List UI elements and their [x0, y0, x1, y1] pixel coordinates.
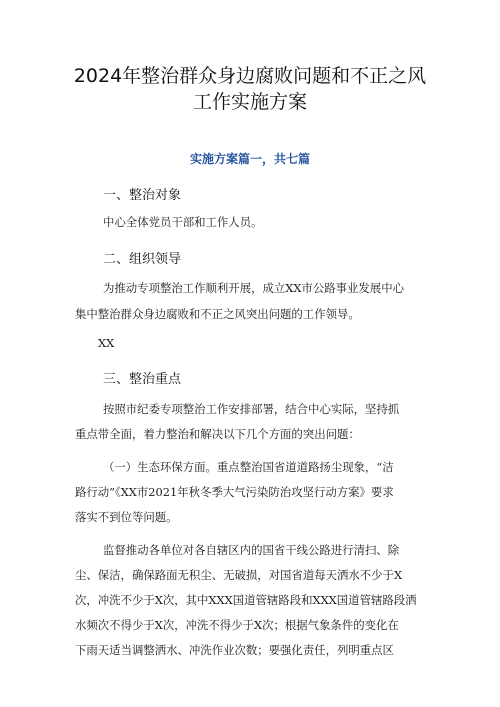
section-text-targets: 中心全体党员干部和工作人员。 — [103, 215, 263, 229]
document-title-line2: 工作实施方案 — [192, 91, 307, 113]
paragraph-line: 尘、保洁，确保路面无积尘、无破损，对国省道每天洒水不少于X — [75, 568, 403, 582]
section-heading-leadership: 二、组织领导 — [103, 252, 182, 267]
document-subtitle: 实施方案篇一，共七篇 — [189, 152, 310, 166]
paragraph-line: 集中整治群众身边腐败和不正之风突出问题的工作领导。 — [75, 307, 360, 321]
document-title-line1: 2024年整治群众身边腐败问题和不正之风 — [73, 65, 427, 87]
paragraph-line: 水频次不得少于X次，冲洗不得少于X次；根据气象条件的变化在 — [75, 618, 399, 632]
paragraph-line: 落实不到位等问题。 — [75, 510, 178, 524]
paragraph-line: （一）生态环保方面。重点整治国省道道路扬尘现象，“洁 — [103, 460, 394, 474]
section-heading-focus: 三、整治重点 — [103, 372, 182, 387]
paragraph-line: 路行动”《XX市2021年秋冬季大气污染防治攻坚行动方案》要求 — [75, 485, 394, 499]
paragraph-line: 重点带全面，着力整治和解决以下几个方面的突出问题： — [75, 427, 360, 441]
paragraph-line: 次，冲洗不少于X次，其中XXX国道管辖路段和XXX国道管辖路段洒 — [75, 593, 417, 607]
paragraph-line: XX — [98, 336, 115, 350]
paragraph-line: 下雨天适当调整洒水、冲洗作业次数；要强化责任，列明重点区 — [75, 643, 394, 657]
paragraph-line: 监督推动各单位对各自辖区内的国省干线公路进行清扫、除 — [103, 543, 400, 557]
paragraph-line: 按照市纪委专项整治工作安排部署，结合中心实际，坚持抓 — [103, 402, 400, 416]
section-heading-targets: 一、整治对象 — [103, 188, 182, 203]
paragraph-line: 为推动专项整治工作顺利开展，成立XX市公路事业发展中心 — [103, 281, 404, 295]
